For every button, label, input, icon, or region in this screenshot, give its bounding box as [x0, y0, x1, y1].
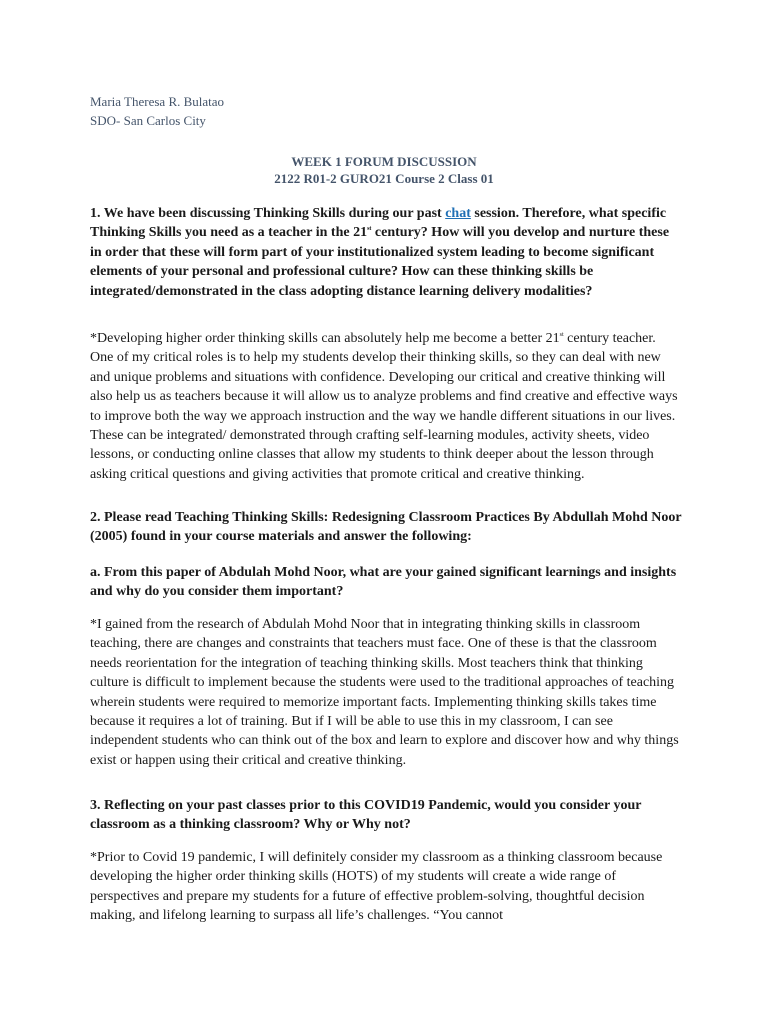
author-name: Maria Theresa R. Bulatao [90, 94, 225, 109]
answer-1 [90, 329, 682, 484]
question-1-text-c: century? How will you develop and nurture these in order that these will form part of your institutionalized system leading to become significant elements of your personal and professional culture? How can these thinking skills be integrated/demonstrated in the class adopting distance learning delivery modalities? [90, 225, 670, 299]
question-1 [90, 204, 682, 301]
question-2: 2. Please read Teaching Thinking Skills: Redesigning Classroom Practices By Abdullah Mohd Noor (2005) found in your course materials and answer the following: [90, 510, 682, 545]
answer-3: *Prior to Covid 19 pandemic, I will definitely consider my classroom as a thinking classroom because developing the higher order thinking skills (HOTS) of my students will create a wide range of perspectives and prepare my students for a future of effective problem-solving, thoughtful decision making, and lifelong learning to surpass all life’s challenges. “You cannot [90, 850, 663, 924]
answer-2a: *I gained from the research of Abdulah Mohd Noor that in integrating thinking skills in classroom teaching, there are changes and constraints that teachers must face. One of these is that the classroom needs reorientation for the integration of teaching thinking skills. Most teachers think that thinking culture is difficult to implement because the students were used to the traditional approaches of teaching wherein students were required to memorize important facts. Implementing thinking skills takes time because it requires a lot of training. But if I will be able to use this in my classroom, I can see independent students who can think out of the box and learn to explore and discover how and why things exist or happen using their critical and creative thinking. [90, 617, 679, 768]
heading-title: WEEK 1 FORUM DISCUSSION [291, 154, 477, 169]
question-3: 3. Reflecting on your past classes prior to this COVID19 Pandemic, would you consider your classroom as a thinking classroom? Why or Why not? [90, 798, 642, 833]
author-block [90, 92, 224, 130]
answer-1-text-a: *Developing higher order thinking skills can absolutely help me become a better 21 [90, 331, 560, 346]
author-office: SDO- San Carlos City [90, 113, 206, 128]
question-1-text-a: 1. We have been discussing Thinking Skills during our past [90, 206, 446, 221]
document-heading [0, 153, 768, 187]
answer-1-text-b: century teacher. One of my critical roles is to help my students develop their thinking skills, so they can deal with new and unique problems and situations with confidence. Developing our critical and creative thinking will also help us as teachers because it will allow us to analyze problems and find creative and effective ways to improve both the way we approach instruction and the way we handle different situations in our lives. These can be integrated/ demonstrated through crafting self-learning modules, activity sheets, video lessons, or conducting online classes that allow my students to think deeper about the lesson through asking critical questions and giving activities that promote critical and creative thinking. [90, 331, 678, 482]
question-2a: a. From this paper of Abdulah Mohd Noor, what are your gained significant learnings and insights and why do you consider them important? [90, 565, 677, 600]
answer-1-superscript: st [559, 332, 564, 338]
chat-link[interactable]: chat [445, 206, 471, 221]
heading-subtitle: 2122 R01-2 GURO21 Course 2 Class 01 [274, 171, 494, 186]
question-1-superscript: st [367, 226, 372, 233]
question-1-text-b: session. Therefore, what specific Thinking Skills you need as a teacher in the 21 [90, 206, 667, 241]
